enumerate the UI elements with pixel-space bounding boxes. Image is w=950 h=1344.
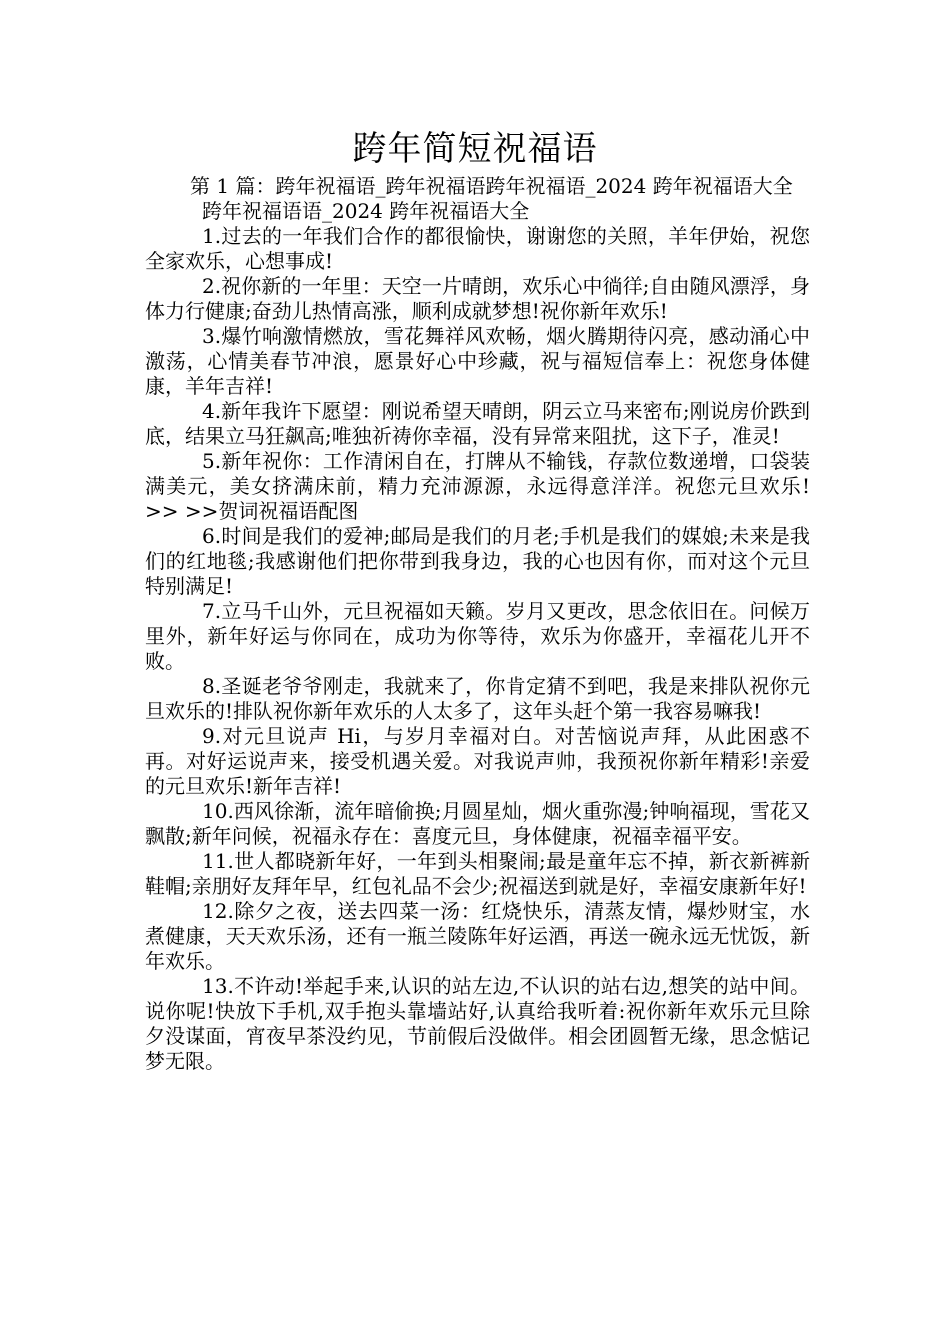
greeting-item-6: 6.时间是我们的爱神;邮局是我们的月老;手机是我们的媒娘;未来是我们的红地毯;我感谢他们把你带到我身边，我的心也因有你，而对这个元旦特别满足! (145, 524, 810, 598)
greeting-item-2: 2.祝你新的一年里：天空一片晴朗，欢乐心中徜徉;自由随风漂浮，身体力行健康;奋劲儿热情高涨，顺利成就梦想!祝你新年欢乐! (145, 274, 810, 323)
greeting-item-8: 8.圣诞老爷爷刚走，我就来了，你肯定猜不到吧，我是来排队祝你元旦欢乐的!排队祝你新年欢乐的人太多了，这年头赶个第一我容易嘛我! (145, 674, 810, 723)
greeting-item-7: 7.立马千山外，元旦祝福如天籁。岁月又更改，思念依旧在。问候万里外，新年好运与你同在，成功为你等待，欢乐为你盛开，幸福花儿开不败。 (145, 599, 810, 673)
document-body (145, 174, 810, 1074)
greeting-item-11: 11.世人都晓新年好，一年到头相聚闹;最是童年忘不掉，新衣新裤新鞋帽;亲朋好友拜年早，红包礼品不会少;祝福送到就是好，幸福安康新年好! (145, 849, 810, 898)
chapter-heading: 第 1 篇：跨年祝福语_跨年祝福语跨年祝福语_2024 跨年祝福语大全 (190, 174, 793, 198)
document-title: 跨年简短祝福语 (352, 129, 598, 169)
greeting-item-5: 5.新年祝你：工作清闲自在，打牌从不输钱，存款位数递增，口袋装满美元，美女挤满床前，精力充沛源源，永远得意洋洋。祝您元旦欢乐! >> >>贺词祝福语配图 (145, 449, 810, 523)
greeting-item-12: 12.除夕之夜，送去四菜一汤：红烧快乐，清蒸友情，爆炒财宝，水煮健康，天天欢乐汤，还有一瓶兰陵陈年好运酒，再送一碗永远无忧饭，新年欢乐。 (145, 899, 810, 973)
section-subheading: 跨年祝福语语_2024 跨年祝福语大全 (202, 199, 530, 223)
greeting-item-9: 9.对元旦说声 Hi，与岁月幸福对白。对苦恼说声拜，从此困惑不再。对好运说声来，接受机遇关爱。对我说声帅，我预祝你新年精彩!亲爱的元旦欢乐!新年吉祥! (145, 724, 810, 798)
greeting-item-3: 3.爆竹响激情燃放，雪花舞祥风欢畅，烟火腾期待闪亮，感动涌心中激荡，心情美春节冲浪，愿景好心中珍藏，祝与福短信奉上：祝您身体健康，羊年吉祥! (145, 324, 810, 398)
greeting-item-10: 10.西风徐渐，流年暗偷换;月圆星灿，烟火重弥漫;钟响福现，雪花又飘散;新年问候，祝福永存在：喜度元旦，身体健康，祝福幸福平安。 (145, 799, 810, 848)
greeting-item-1: 1.过去的一年我们合作的都很愉快，谢谢您的关照，羊年伊始，祝您全家欢乐，心想事成! (145, 224, 810, 273)
greeting-item-4: 4.新年我许下愿望：刚说希望天晴朗，阴云立马来密布;刚说房价跌到底，结果立马狂飙高;唯独祈祷你幸福，没有异常来阻扰，这下子，准灵! (145, 399, 810, 448)
greeting-item-13: 13.不许动!举起手来,认识的站左边,不认识的站右边,想笑的站中间。说你呢!快放下手机,双手抱头靠墙站好,认真给我听着:祝你新年欢乐元旦除夕没谋面，宵夜早茶没约见，节前假后没做伴。相会团圆暂无缘，思念惦记梦无限。 (145, 974, 810, 1073)
